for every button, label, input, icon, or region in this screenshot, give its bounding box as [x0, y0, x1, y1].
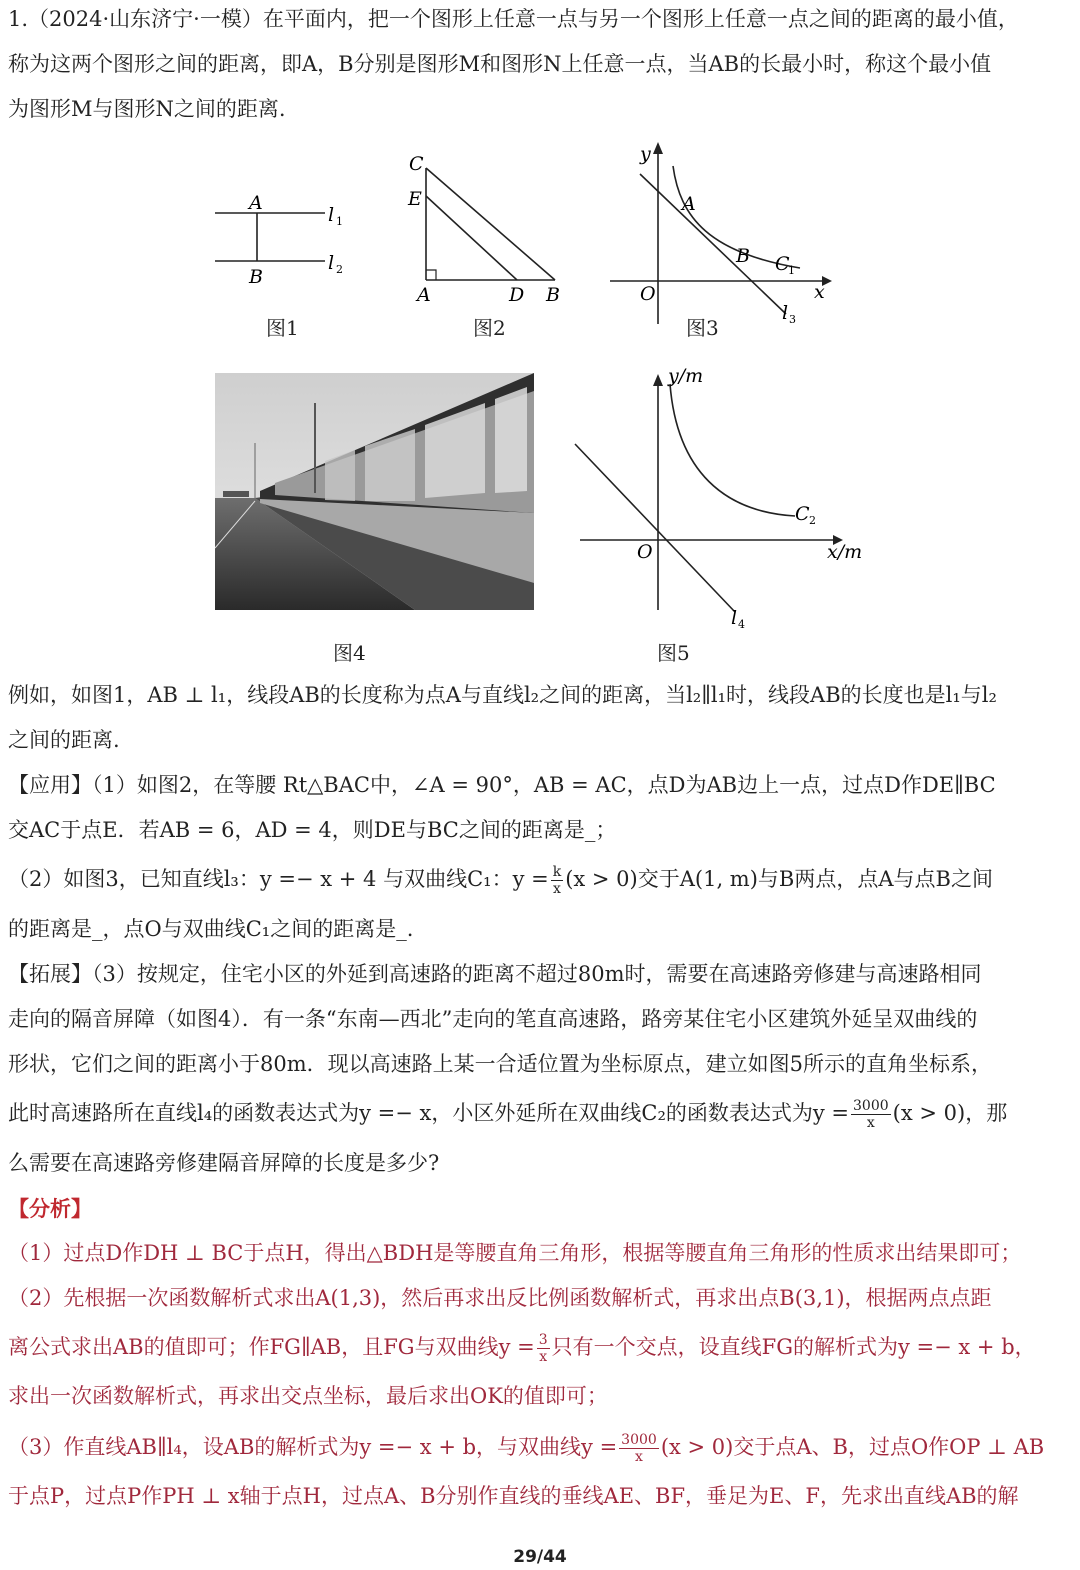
- figure-5: [565, 362, 875, 634]
- fig5-label-O: O: [637, 541, 653, 563]
- fig3-label-l3-sub: 3: [789, 313, 796, 326]
- fig5-label-C2-sub: 2: [809, 514, 816, 527]
- figure-4-photo: [215, 373, 534, 610]
- fig3-label-x: x: [814, 281, 825, 303]
- question-2-line-2: 的距离是_，点O与双曲线C₁之间的距离是_.: [8, 917, 414, 941]
- fig1-label-l2-sub: 2: [336, 263, 343, 276]
- fig3-label-A: A: [682, 193, 696, 215]
- question-1-line-2: 交AC于点E．若AB = 6，AD = 4，则DE与BC之间的距离是_；: [8, 818, 617, 842]
- fig2-label-E: E: [408, 188, 422, 210]
- analysis-heading: 【分析】: [8, 1196, 92, 1221]
- fig1-label-l1: l: [328, 204, 335, 226]
- fig3-label-C1-sub: 1: [788, 264, 795, 277]
- fig5-label-y: y/m: [668, 365, 704, 387]
- intro-line-1: 1.（2024·山东济宁·一模）在平面内，把一个图形上任意一点与另一个图形上任意一点之间的距离的最小值，: [8, 7, 1019, 31]
- question-3-text-b: (x > 0)，那: [892, 1101, 1008, 1125]
- frac-num: k: [552, 864, 562, 880]
- frac-num: 3: [538, 1332, 548, 1348]
- analysis-2-line-1: （2）先根据一次函数解析式求出A(1,3)，然后再求出反比例函数解析式，再求出点B(3,1)，根据两点点距: [8, 1286, 992, 1310]
- fig3-label-l3: l: [782, 302, 789, 324]
- fig5-label-C2: C: [795, 503, 810, 525]
- page-number: 29/44: [513, 1547, 567, 1567]
- fig1-label-B: B: [249, 266, 263, 288]
- question-3-text: （3）按规定，住宅小区的外延到高速路的距离不超过80m时，需要在高速路旁修建与高速路相同: [92, 962, 982, 986]
- fig1-label-l2: l: [328, 252, 335, 274]
- extension-label: 【拓展】: [8, 962, 92, 986]
- analysis-3-text-a: （3）作直线AB∥l₄，设AB的解析式为y =− x + b，与双曲线y =: [8, 1435, 618, 1459]
- fig3-label-y: y: [640, 143, 651, 165]
- application-label: 【应用】: [8, 773, 92, 797]
- fig5-label-l4: l: [731, 607, 738, 629]
- analysis-2-line-2: [8, 1325, 1072, 1370]
- analysis-2-text-b: 只有一个交点，设直线FG的解析式为y =− x + b，: [551, 1335, 1036, 1359]
- fig1-label-l1-sub: 1: [336, 215, 343, 228]
- figure-2: [400, 148, 570, 308]
- frac-num: 3000: [853, 1098, 889, 1114]
- frac-den: x: [635, 1449, 643, 1465]
- fig3-label-O: O: [640, 283, 656, 305]
- fig5-caption: 图5: [657, 641, 690, 665]
- question-3-line-2: 走向的隔音屏障（如图4）．有一条“东南—西北”走向的笔直高速路，路旁某住宅小区建筑外延呈双曲线的: [8, 1007, 978, 1031]
- example-line-2: 之间的距离.: [8, 728, 120, 752]
- fig2-label-B: B: [546, 284, 560, 306]
- question-3-line-1: [8, 952, 1072, 997]
- figure-3: [600, 138, 840, 328]
- fraction-3000-over-x-analysis: [619, 1432, 659, 1465]
- question-3-line-5: 么需要在高速路旁修建隔音屏障的长度是多少?: [8, 1151, 440, 1175]
- fig2-label-C: C: [409, 153, 424, 175]
- analysis-3-text-b: (x > 0)交于点A、B，过点O作OP ⊥ AB: [660, 1435, 1045, 1459]
- analysis-1: （1）过点D作DH ⊥ BC于点H，得出△BDH是等腰直角三角形，根据等腰直角三角形的性质求出结果即可；: [8, 1241, 1022, 1265]
- question-2-line-1: [8, 857, 1072, 902]
- intro-line-3: 为图形M与图形N之间的距离.: [8, 97, 286, 121]
- fig5-label-x: x/m: [827, 541, 863, 563]
- fraction-3-over-x: [537, 1332, 550, 1365]
- question-2-text-b: (x > 0)交于A(1, m)与B两点，点A与点B之间: [565, 867, 993, 891]
- question-3-line-3: 形状，它们之间的距离小于80m．现以高速路上某一合适位置为坐标原点，建立如图5所示的直角坐标系，: [8, 1052, 992, 1076]
- analysis-3-line-2: 于点P，过点P作PH ⊥ x轴于点H，过点A、B分别作直线的垂线AE、BF，垂足为E、F，先求出直线AB的解: [8, 1484, 1019, 1508]
- figure-1: [205, 185, 365, 295]
- fig1-label-A: A: [249, 192, 263, 214]
- example-line-1: 例如，如图1，AB ⊥ l₁，线段AB的长度称为点A与直线l₂之间的距离，当l₂∥l₁时，线段AB的长度也是l₁与l₂: [8, 683, 997, 707]
- frac-den: x: [553, 881, 561, 897]
- analysis-2-text-a: 离公式求出AB的值即可；作FG∥AB，且FG与双曲线y =: [8, 1335, 535, 1359]
- fig3-label-C1: C: [775, 253, 790, 275]
- fig2-label-D: D: [509, 284, 525, 306]
- question-3-line-4: [8, 1091, 1072, 1136]
- fig3-caption: 图3: [686, 316, 719, 340]
- frac-den: x: [866, 1115, 875, 1131]
- fraction-k-over-x: [551, 864, 563, 897]
- frac-num: 3000: [621, 1432, 657, 1448]
- frac-den: x: [539, 1349, 548, 1365]
- analysis-3-line-1: [8, 1425, 1072, 1470]
- fig5-label-l4-sub: 4: [738, 618, 745, 631]
- question-2-text-a: （2）如图3，已知直线l₃：y =− x + 4 与双曲线C₁：y =: [8, 867, 549, 891]
- intro-line-2: 称为这两个图形之间的距离，即A，B分别是图形M和图形N上任意一点，当AB的长最小时，称这个最小值: [8, 52, 992, 76]
- question-3-text-a: 此时高速路所在直线l₄的函数表达式为y =− x，小区外延所在双曲线C₂的函数表达式为y =: [8, 1101, 850, 1125]
- fraction-3000-over-x: [851, 1098, 891, 1131]
- question-1-line-1: [8, 763, 1072, 808]
- fig2-label-A: A: [417, 284, 431, 306]
- analysis-2-line-3: 求出一次函数解析式，再求出交点坐标，最后求出OK的值即可；: [8, 1384, 608, 1408]
- fig2-caption: 图2: [473, 316, 506, 340]
- question-1-text: （1）如图2，在等腰 Rt△BAC中，∠A = 90°，AB = AC，点D为AB边上一点，过点D作DE∥BC: [92, 773, 996, 797]
- fig3-label-B: B: [736, 245, 750, 267]
- fig1-caption: 图1: [266, 316, 299, 340]
- fig4-caption: 图4: [333, 641, 366, 665]
